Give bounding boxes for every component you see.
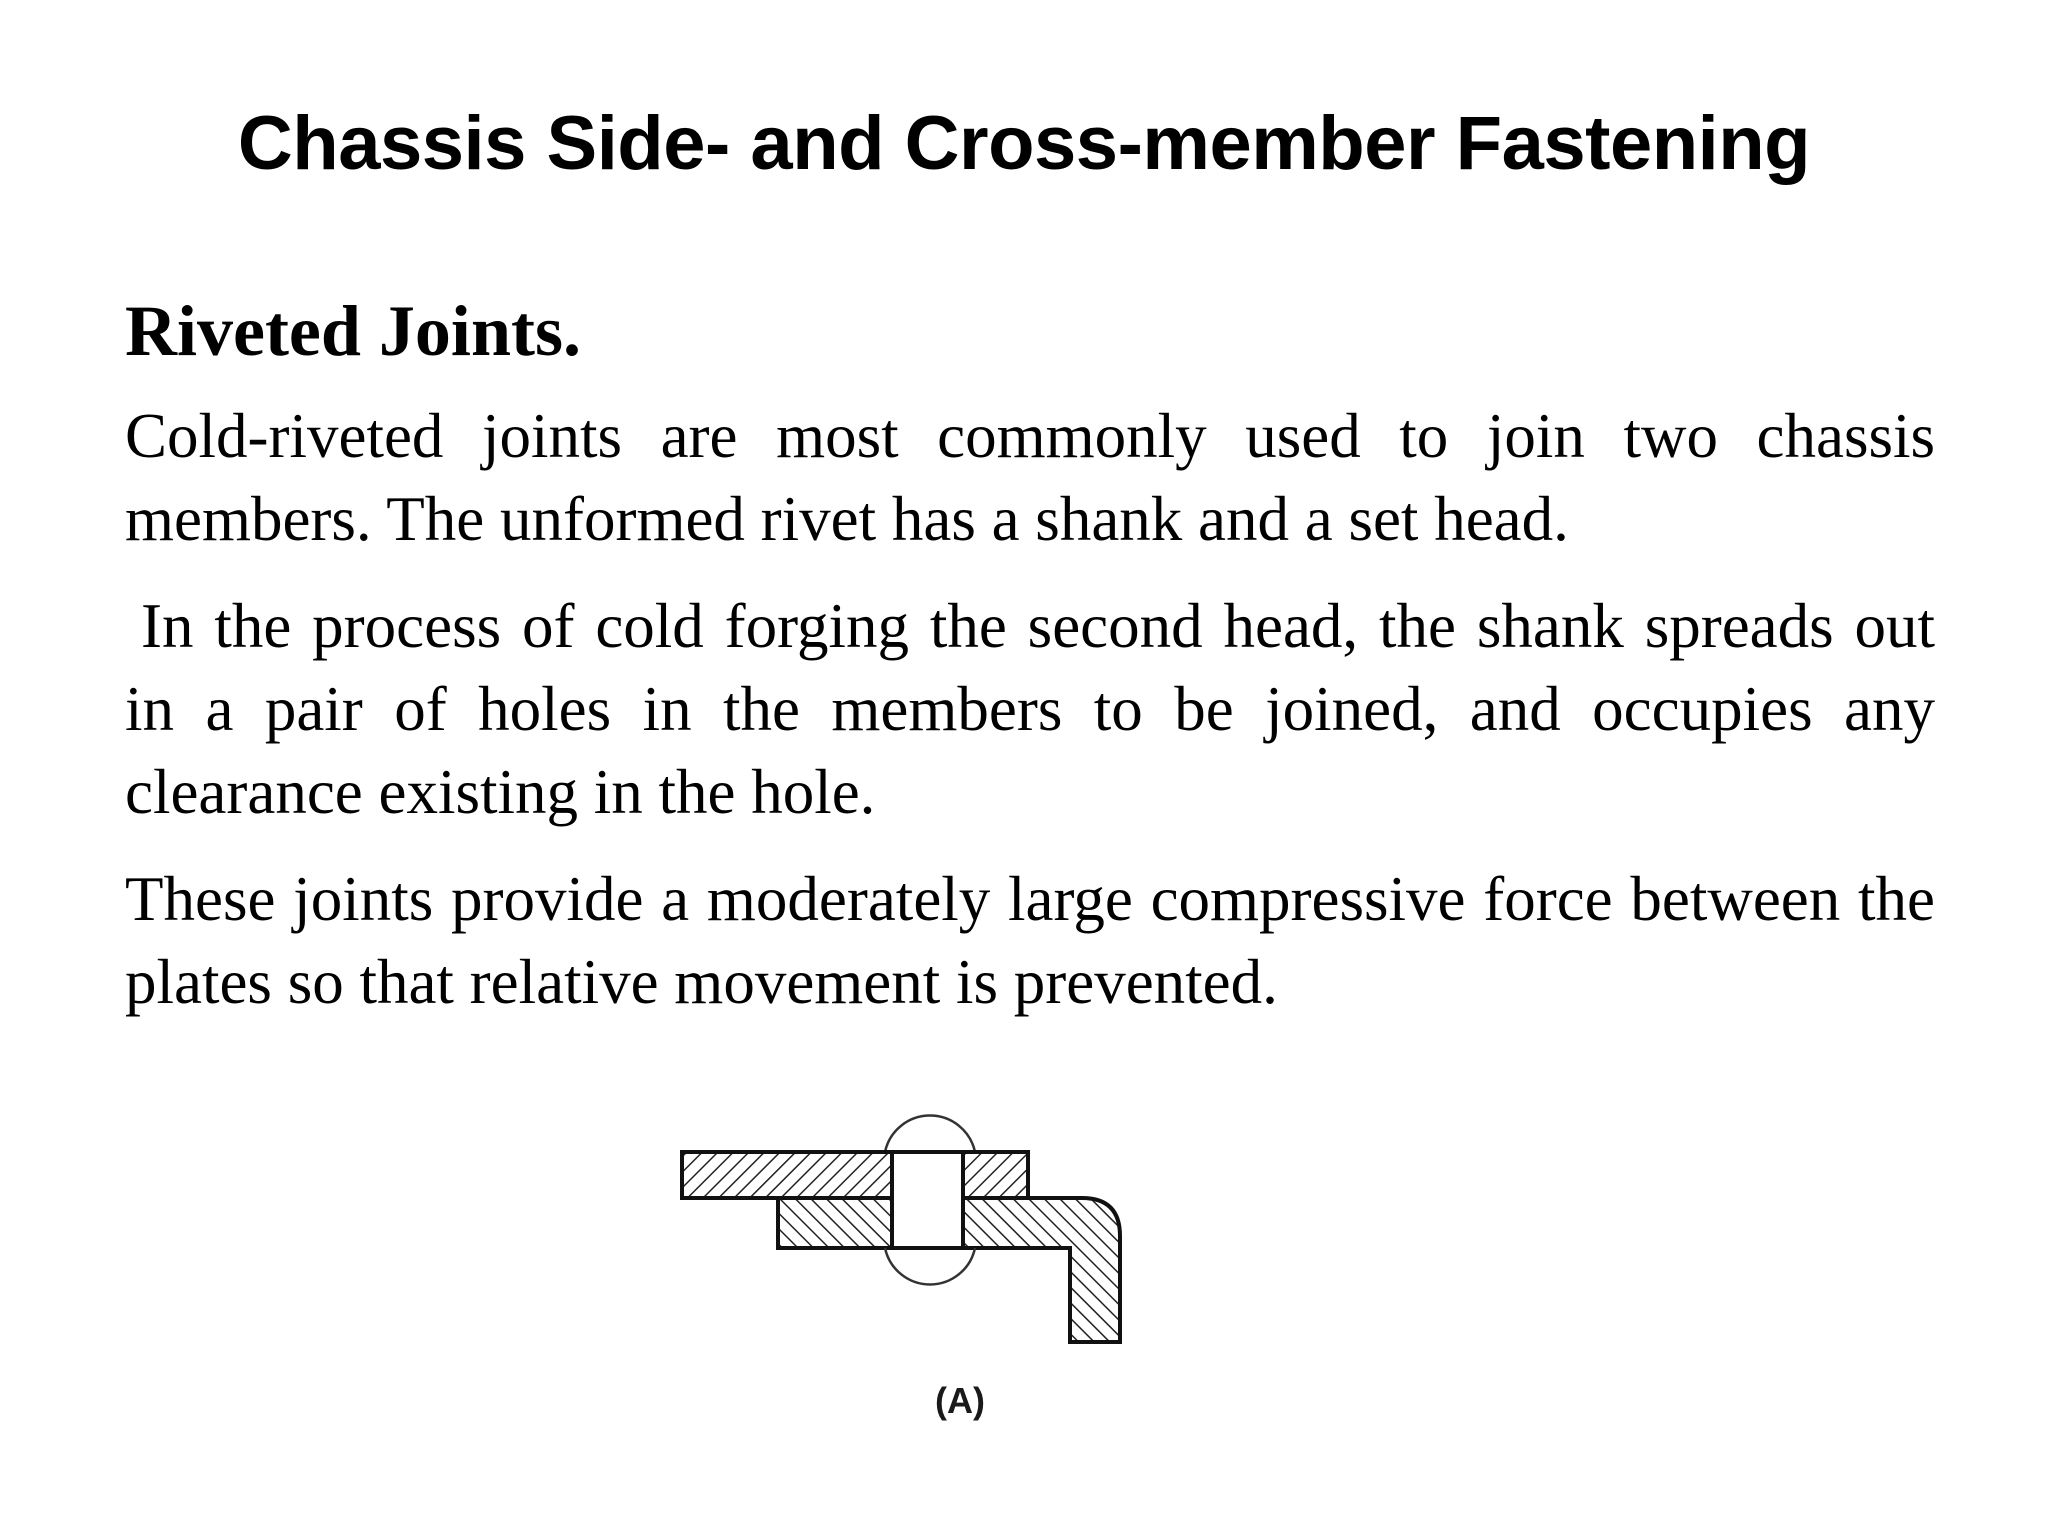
paragraph-1: Cold-riveted joints are most commonly used to join two chassis members. The unformed rivet has a shank and a set head. <box>125 400 1935 554</box>
section-heading: Riveted Joints. <box>125 291 581 371</box>
rivet-shank <box>892 1152 963 1248</box>
upper-plate-right <box>963 1152 1028 1198</box>
rivet-lower-head <box>885 1248 975 1284</box>
slide-title: Chassis Side- and Cross-member Fastening <box>237 101 1811 186</box>
paragraph-2: In the process of cold forging the second head, the shank spreads out in a pair of holes in the members to be joined, and occupies any clearance existing in the hole. <box>125 590 1935 827</box>
lower-member-right <box>963 1198 1120 1342</box>
slide-content <box>125 290 1935 1048</box>
lower-member-left <box>778 1198 892 1248</box>
figure-label: (A) <box>935 1380 985 1421</box>
riveted-joint-cross-section-icon <box>670 1090 1170 1390</box>
riveted-joint-figure <box>670 1090 1170 1470</box>
upper-plate-left <box>682 1152 892 1198</box>
paragraph-3: These joints provide a moderately large compressive force between the plates so that relative movement is prevented. <box>125 863 1935 1017</box>
rivet-upper-head <box>885 1116 975 1152</box>
